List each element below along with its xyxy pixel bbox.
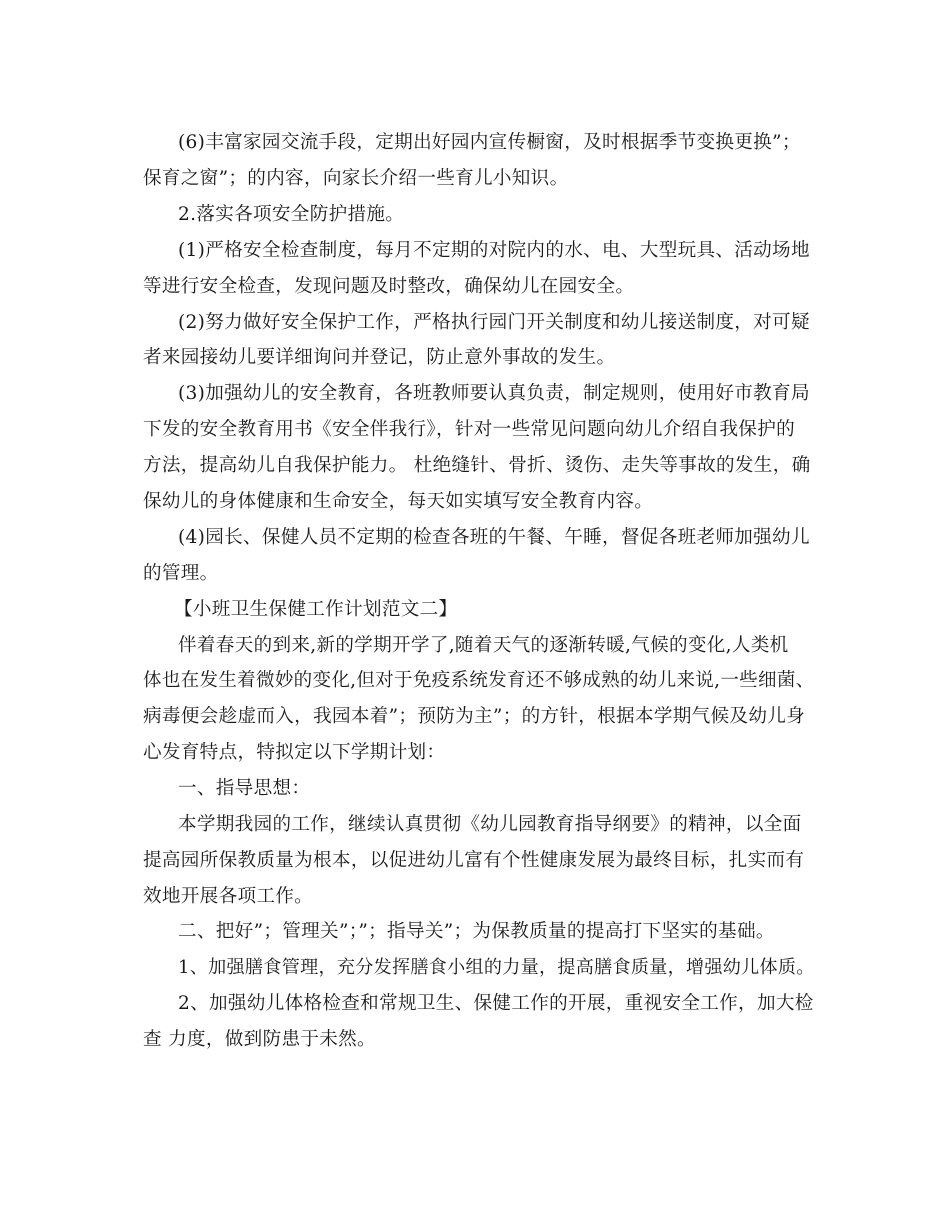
text-line: 体也在发生着微妙的变化,但对于免疫系统发育还不够成熟的幼儿来说,一些细菌、 <box>143 670 815 691</box>
text-line: 者来园接幼儿要详细询问并登记，防止意外事故的发生。 <box>143 347 616 368</box>
text-line: (6)丰富家园交流手段，定期出好园内宣传橱窗，及时根据季节变换更换”； <box>178 132 801 153</box>
text-line: 等进行安全检查，发现问题及时整改，确保幼儿在园安全。 <box>143 276 635 297</box>
text-line: 方法，提高幼儿自我保护能力。 杜绝缝针、骨折、烫伤、走失等事故的发生，确 <box>143 455 811 476</box>
text-line: 病毒便会趁虚而入，我园本着”；预防为主”；的方针，根据本学期气候及幼儿身 <box>143 706 805 727</box>
text-line: 的管理。 <box>143 563 219 584</box>
text-line: 查 力度，做到防患于未然。 <box>143 1029 376 1050</box>
text-line: 2、加强幼儿体格检查和常规卫生、保健工作的开展，重视安全工作，加大检 <box>178 993 814 1014</box>
text-line: 1、加强膳食管理，充分发挥膳食小组的力量，提高膳食质量，增强幼儿体质。 <box>178 957 815 978</box>
section-heading: 二、把好”；管理关”；”；指导关”；为保教质量的提高打下坚实的基础。 <box>178 921 775 942</box>
text-line: 下发的安全教育用书《安全伴我行》，针对一些常见问题向幼儿介绍自我保护的 <box>143 419 795 440</box>
section-heading: 2.落实各项安全防护措施。 <box>178 204 405 225</box>
text-line: 提高园所保教质量为根本，以促进幼儿富有个性健康发展为最终目标，扎实而有 <box>143 850 805 871</box>
text-line: (4)园长、保健人员不定期的检查各班的午餐、午睡，督促各班老师加强幼儿 <box>178 527 810 548</box>
text-line: 保幼儿的身体健康和生命安全，每天如实填写安全教育内容。 <box>143 491 654 512</box>
text-line: (1)严格安全检查制度，每月不定期的对院内的水、电、大型玩具、活动场地 <box>178 240 810 261</box>
section-heading: 一、指导思想： <box>178 778 311 799</box>
section-title: 【小班卫生保健工作计划范文二】 <box>174 599 458 620</box>
text-line: (2)努力做好安全保护工作，严格执行园门开关制度和幼儿接送制度，对可疑 <box>178 312 810 333</box>
text-line: 本学期我园的工作，继续认真贯彻《幼儿园教育指导纲要》的精神，以全面 <box>178 814 802 835</box>
text-line: 保育之窗”；的内容，向家长介绍一些育儿小知识。 <box>143 168 569 189</box>
text-line: (3)加强幼儿的安全教育，各班教师要认真负责，制定规则，使用好市教育局 <box>178 383 810 404</box>
text-line: 伴着春天的到来,新的学期开学了,随着天气的逐渐转暖,气候的变化,人类机 <box>178 635 789 656</box>
text-line: 心发育特点，特拟定以下学期计划： <box>143 742 446 763</box>
text-line: 效地开展各项工作。 <box>143 886 314 907</box>
